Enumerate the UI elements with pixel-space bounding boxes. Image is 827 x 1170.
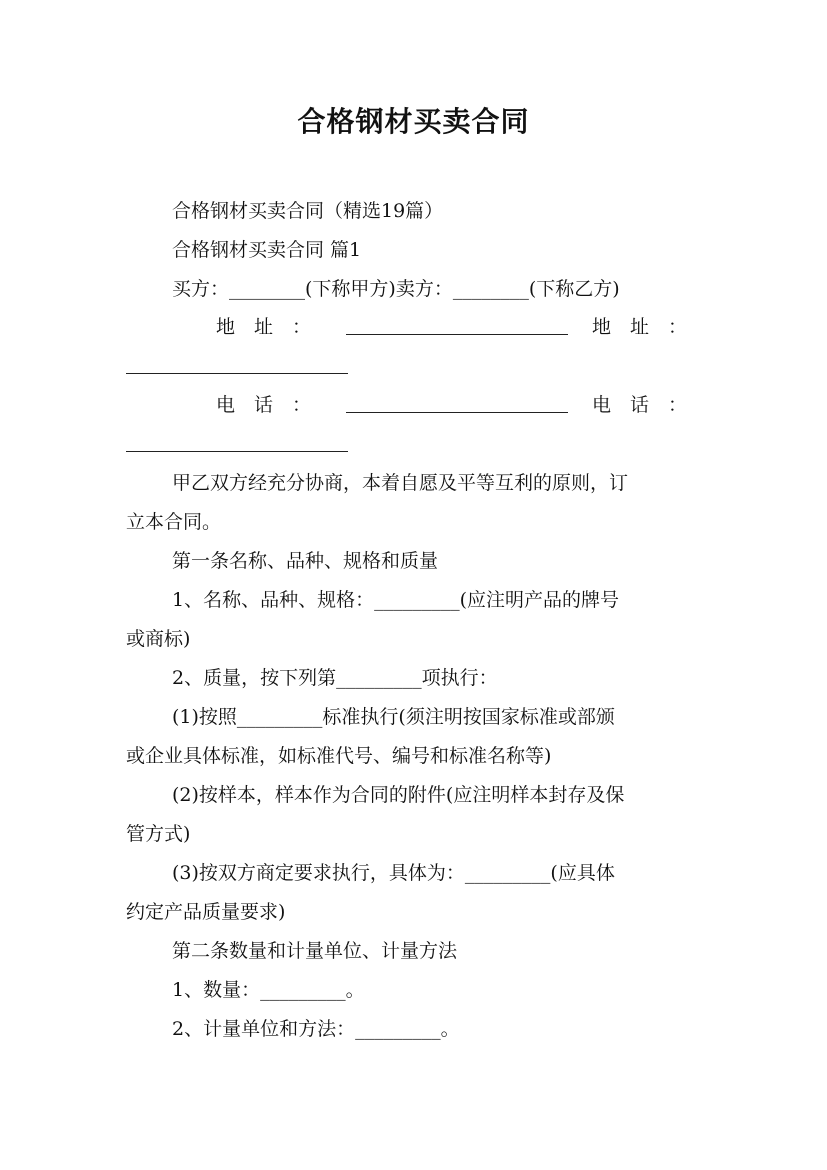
paragraph-line: 1、名称、品种、规格：_________(应注明产品的牌号 [172, 589, 620, 611]
address-label-buyer: 地 址 ： [216, 316, 312, 338]
phone-blank-seller [126, 451, 348, 452]
paragraph-line: (3)按双方商定要求执行，具体为：_________(应具体 [172, 862, 615, 884]
article-heading: 第一条名称、品种、规格和质量 [172, 550, 439, 572]
paragraph-line: 或企业具体标准，如标准代号、编号和标准名称等) [126, 745, 552, 767]
paragraph-line: 2、质量，按下列第_________项执行： [172, 667, 498, 689]
address-label-seller: 地 址 ： [592, 316, 688, 338]
phone-label-seller: 电 话 ： [592, 394, 688, 416]
subtitle-line: 合格钢材买卖合同（精选19篇） [172, 200, 444, 222]
paragraph-line: 1、数量：_________。 [172, 979, 365, 1001]
paragraph-line: 立本合同。 [126, 511, 222, 533]
paragraph-line: 2、计量单位和方法：_________。 [172, 1018, 460, 1040]
parties-line: 买方：________(下称甲方)卖方：________(下称乙方) [172, 278, 620, 300]
article-heading: 第二条数量和计量单位、计量方法 [172, 940, 458, 962]
phone-blank-buyer [346, 412, 568, 413]
paragraph-line: 管方式) [126, 823, 191, 845]
address-blank-seller [126, 373, 348, 374]
paragraph-line: (2)按样本，样本作为合同的附件(应注明样本封存及保 [172, 784, 625, 806]
paragraph-line: 或商标) [126, 628, 191, 650]
document-title: 合格钢材买卖合同 [297, 105, 530, 138]
paragraph-line: 约定产品质量要求) [126, 901, 286, 923]
phone-label-buyer: 电 话 ： [216, 394, 312, 416]
address-blank-buyer [346, 334, 568, 335]
paragraph-line: 甲乙双方经充分协商，本着自愿及平等互利的原则，订 [172, 472, 629, 494]
paragraph-line: (1)按照_________标准执行(须注明按国家标准或部颁 [172, 706, 615, 728]
section-heading: 合格钢材买卖合同 篇1 [172, 239, 362, 261]
